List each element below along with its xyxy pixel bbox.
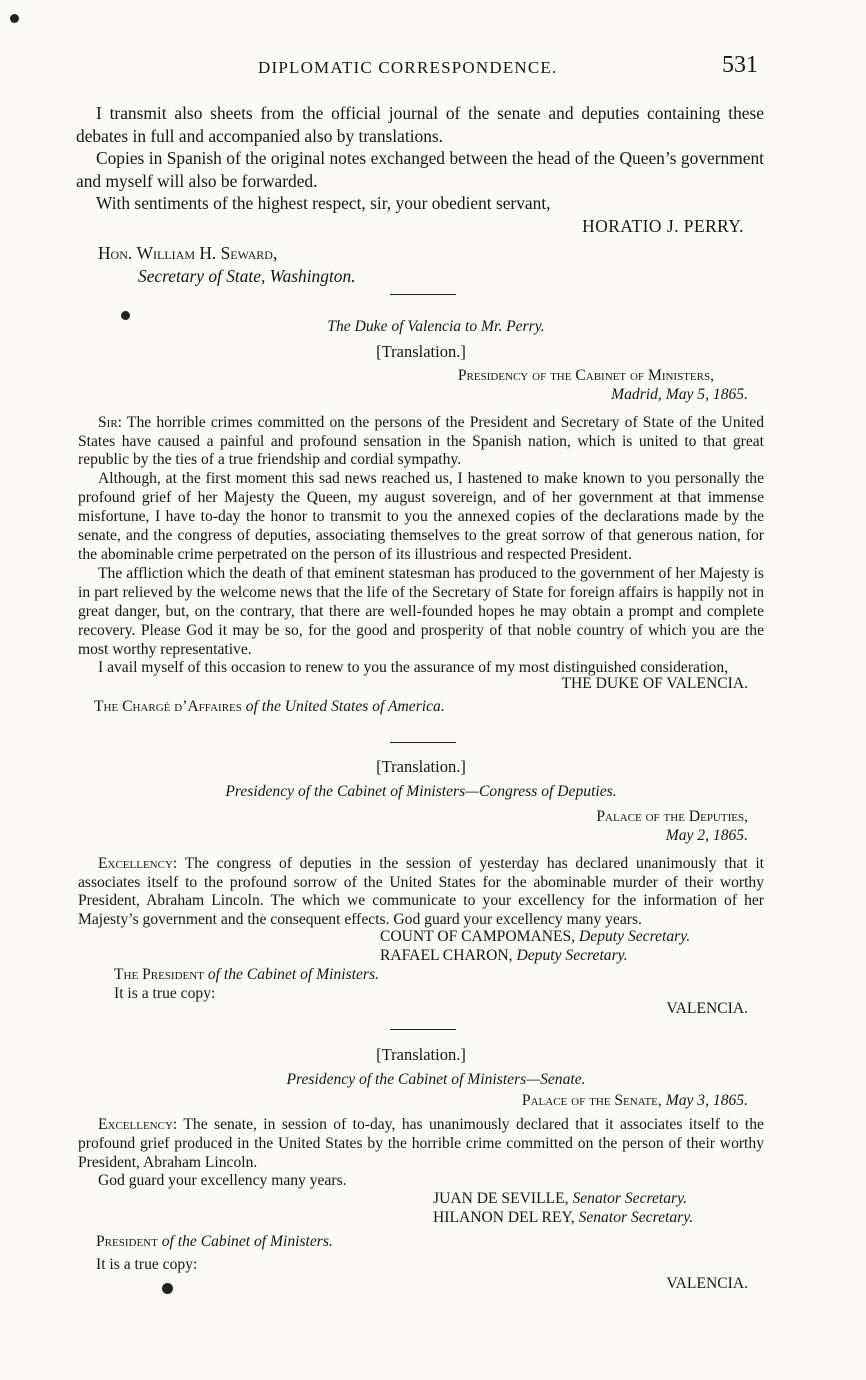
- paragraph: The affliction which the death of that eminent statesman has produced to the government of her Majesty is in part relieved by the welcome news that the life of the Secretary of State for foreign affairs is happily not in great danger, but, on the contrary, that there are well-founded hopes he may obtain a prompt and complete recovery. Please God it may be so, for the good and prosperity of that noble country of which you are the most worthy representative.: [78, 564, 764, 658]
- paragraph: Excellency: The congress of deputies in the session of yesterday has declared unanimously that it associates itself to the profound sorrow of the United States for the abominable murder of their worthy President, Abraham Lincoln. The which we communicate to your excellency for the information of her Majesty’s government and the consequent effects. God guard your excellency many years.: [78, 854, 764, 929]
- doc-heading: Presidency of the Cabinet of Ministers—Senate.: [286, 1070, 586, 1088]
- translation-label: [Translation.]: [376, 1045, 466, 1064]
- signatory: COUNT OF CAMPOMANES, Deputy Secretary.: [380, 928, 691, 946]
- place-date: Madrid, May 5, 1865.: [611, 385, 748, 403]
- true-copy: It is a true copy:: [96, 1256, 198, 1274]
- signatory: RAFAEL CHARON, Deputy Secretary.: [380, 947, 628, 965]
- signature: HORATIO J. PERRY.: [582, 215, 744, 236]
- signature: VALENCIA.: [666, 1274, 748, 1292]
- signature: THE DUKE OF VALENCIA.: [561, 675, 748, 693]
- paragraph: Copies in Spanish of the original notes exchanged between the head of the Queen’s government and myself will also be forwarded.: [76, 148, 764, 191]
- section-divider: [390, 294, 456, 295]
- section-divider: [390, 742, 456, 743]
- congress-declaration: [78, 758, 764, 1019]
- paragraph: With sentiments of the highest respect, sir, your obedient servant,: [96, 193, 551, 213]
- doc-heading: Presidency of the Cabinet of Ministers—Congress of Deputies.: [225, 782, 617, 800]
- recipient: The President of the Cabinet of Ministers.: [114, 966, 379, 984]
- salutation: Sir:: [98, 413, 123, 431]
- running-head: DIPLOMATIC CORRESPONDENCE.: [258, 58, 558, 77]
- paragraph: I transmit also sheets from the official journal of the senate and deputies containing these debates in full and accompanied also by translations.: [76, 103, 764, 146]
- addressee-prefix: Hon.: [98, 243, 133, 263]
- signatory: JUAN DE SEVILLE, Senator Secretary.: [433, 1190, 688, 1208]
- addressee: [76, 242, 764, 265]
- paragraph: Although, at the first moment this sad news reached us, I hastened to make known to you personally the profound grief of her Majesty the Queen, my august sovereign, and of her government at that immense misfortune, I have to-day the honor to transmit to you the annexed copies of the declarations made by the senate, and the congress of deputies, associating themselves to the great sorrow of that generous nation, for the abominable crime perpetrated on the person of its illustrious and respected President.: [78, 470, 764, 563]
- recipient: The Chargé d’Affaires of the United States of America.: [94, 698, 445, 716]
- translation-label: [Translation.]: [376, 757, 466, 776]
- letter-perry: [76, 102, 764, 287]
- ink-spot: [10, 14, 19, 23]
- paragraph: God guard your excellency many years.: [98, 1172, 347, 1190]
- paragraph: Sir: The horrible crimes committed on the persons of the President and Secretary of State of the United States have caused a painful and profound sensation in the Spanish nation, which is united to that great republic by the ties of a true friendship and cordial sympathy.: [78, 413, 765, 469]
- addressee-title: Secretary of State, Washington.: [138, 265, 356, 286]
- page-number: 531: [722, 52, 758, 78]
- paragraph: Excellency: The senate, in session of to-day, has unanimously declared that it associates itself to the profound grief produced in the United States by the horrible crime committed on the person of their worthy President, Abraham Lincoln.: [78, 1115, 764, 1171]
- signature: VALENCIA.: [666, 999, 748, 1017]
- paragraph: I avail myself of this occasion to renew to you the assurance of my most distinguished consideration,: [98, 659, 729, 677]
- letter-duke-of-valencia: [78, 318, 764, 717]
- translation-label: [Translation.]: [376, 341, 466, 361]
- section-divider: [390, 1029, 456, 1030]
- salutation: Excellency:: [98, 854, 178, 872]
- salutation: Excellency:: [98, 1115, 178, 1133]
- senate-declaration: [78, 1046, 764, 1294]
- signatory: HILANON DEL REY, Senator Secretary.: [433, 1209, 694, 1227]
- recipient: President of the Cabinet of Ministers.: [96, 1233, 333, 1251]
- addressee-name: William H. Seward,: [136, 243, 278, 263]
- true-copy: It is a true copy:: [114, 984, 216, 1002]
- date-line: May 2, 1865.: [665, 826, 748, 844]
- office-line: Presidency of the Cabinet of Ministers,: [457, 366, 714, 384]
- doc-heading: The Duke of Valencia to Mr. Perry.: [327, 318, 545, 335]
- office-line: Palace of the Senate, May 3, 1865.: [521, 1091, 748, 1109]
- office-line: Palace of the Deputies,: [596, 807, 748, 825]
